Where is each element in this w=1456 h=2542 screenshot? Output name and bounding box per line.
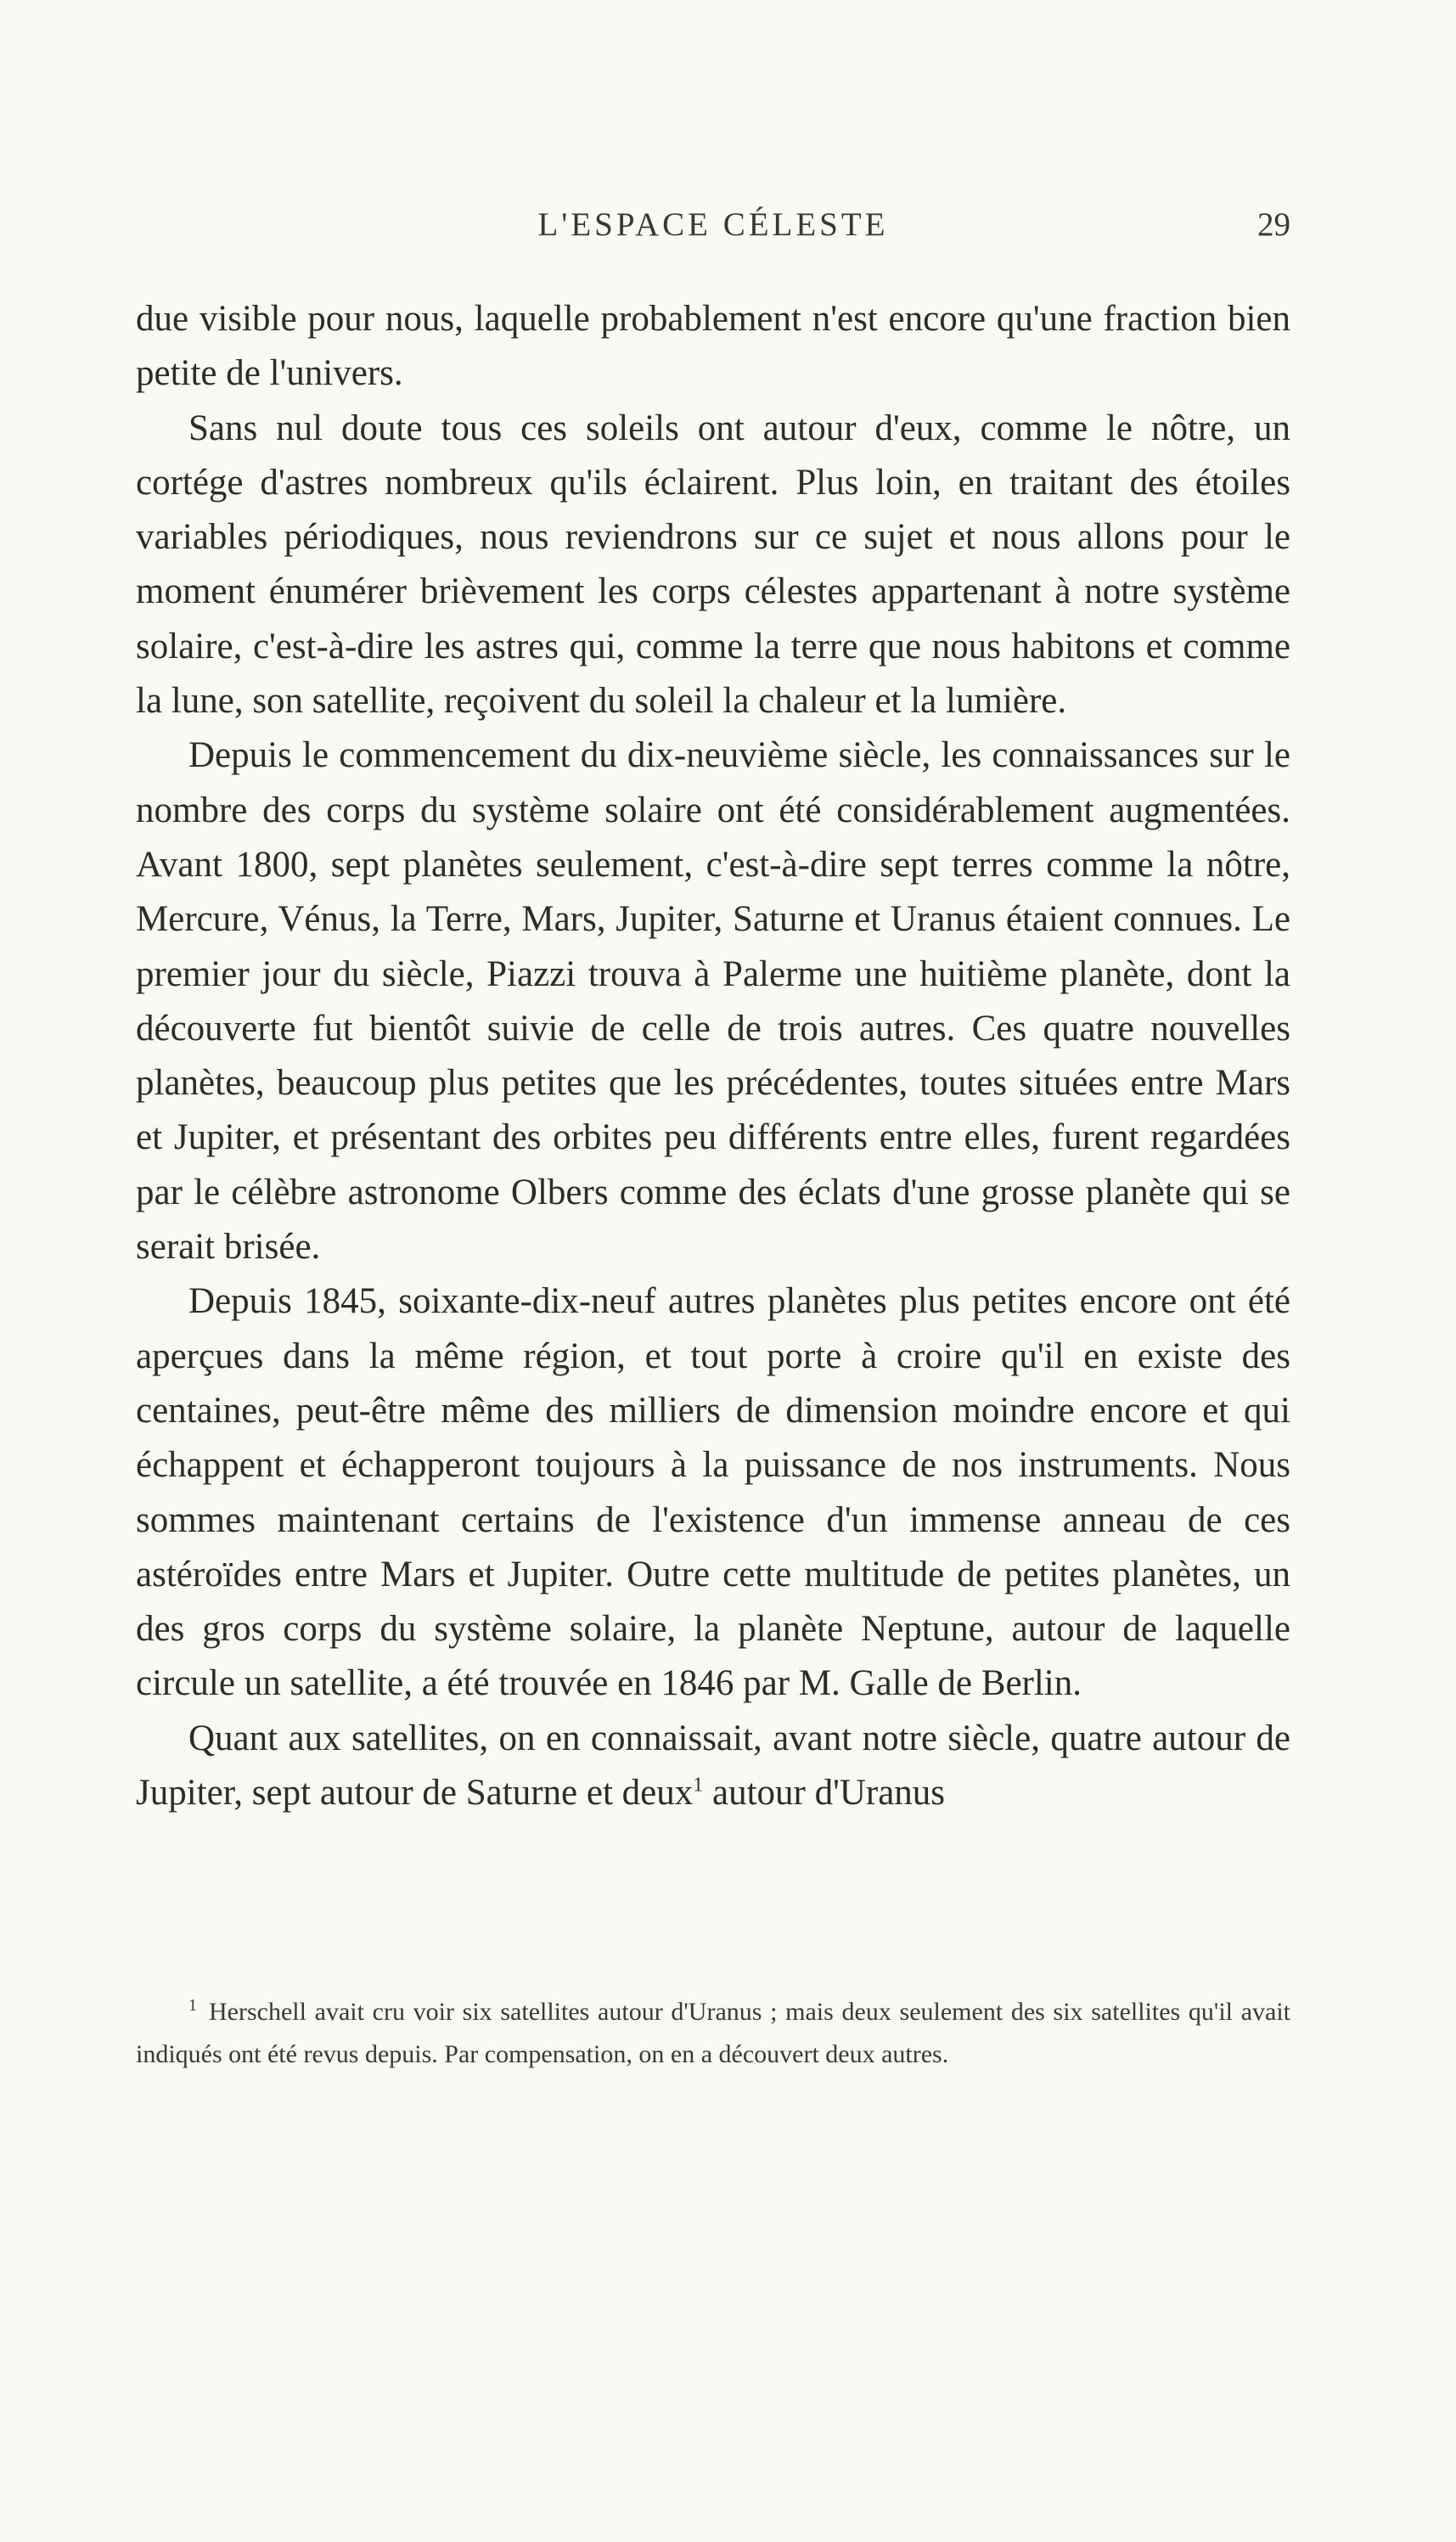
running-title: L'ESPACE CÉLESTE [537, 206, 889, 243]
paragraph-satellites-text-end: autour d'Uranus [703, 1773, 946, 1814]
footnote-text: Herschell avait cru voir six satellites autour d'Uranus ; mais deux seulement des six satellites qu'il avait indiqués ont été revus depuis. Par compensation, on en a découvert deux autres. [136, 1998, 1290, 2068]
footnote [136, 1991, 1290, 2076]
paragraph-solar-system: Sans nul doute tous ces soleils ont autour d'eux, comme le nôtre, un cortége d'astres nombreux qu'ils éclairent. Plus loin, en traitant des étoiles variables périodiques, nous reviendrons sur ce sujet et nous allons pour le moment énumérer brièvement les corps célestes appartenant à notre système solaire, c'est-à-dire les astres qui, comme la terre que nous habitons et comme la lune, son satellite, reçoivent du soleil la chaleur et la lumière. [136, 408, 1290, 722]
body-text [136, 292, 1290, 1820]
page-header [136, 205, 1290, 256]
footnote-reference: 1 [693, 1774, 704, 1797]
paragraph-continued: due visible pour nous, laquelle probablement n'est encore qu'une fraction bien petite de l'univers. [136, 299, 1290, 394]
footnote-area [136, 1991, 1290, 2076]
paragraph-satellites [136, 1712, 1290, 1821]
footnote-mark: 1 [188, 1996, 197, 2015]
page-number: 29 [1257, 206, 1290, 243]
paragraph-satellites-text: Quant aux satellites, on en connaissait, avant notre siècle, quatre autour de Jupiter, sept autour de Saturne et deux [136, 1718, 1290, 1814]
paragraph-asteroids: Depuis 1845, soixante-dix-neuf autres planètes plus petites encore ont été aperçues dans la même région, et tout porte à croire qu'il en existe des centaines, peut-être même des milliers de dimension moindre encore et qui échappent et échapperont toujours à la puissance de nos instruments. Nous sommes maintenant certains de l'existence d'un immense anneau de ces astéroïdes entre Mars et Jupiter. Outre cette multitude de petites planètes, un des gros corps du système solaire, la planète Neptune, autour de laquelle circule un satellite, a été trouvée en 1846 par M. Galle de Berlin. [136, 1281, 1290, 1704]
paragraph-planets-discovery: Depuis le commencement du dix-neuvième siècle, les connaissances sur le nombre des corps du système solaire ont été considérablement augmentées. Avant 1800, sept planètes seulement, c'est-à-dire sept terres comme la nôtre, Mercure, Vénus, la Terre, Mars, Jupiter, Saturne et Uranus étaient connues. Le premier jour du siècle, Piazzi trouva à Palerme une huitième planète, dont la découverte fut bientôt suivie de celle de trois autres. Ces quatre nouvelles planètes, beaucoup plus petites que les précédentes, toutes situées entre Mars et Jupiter, et présentant des orbites peu différents entre elles, furent regardées par le célèbre astronome Olbers comme des éclats d'une grosse planète qui se serait brisée. [136, 735, 1290, 1268]
